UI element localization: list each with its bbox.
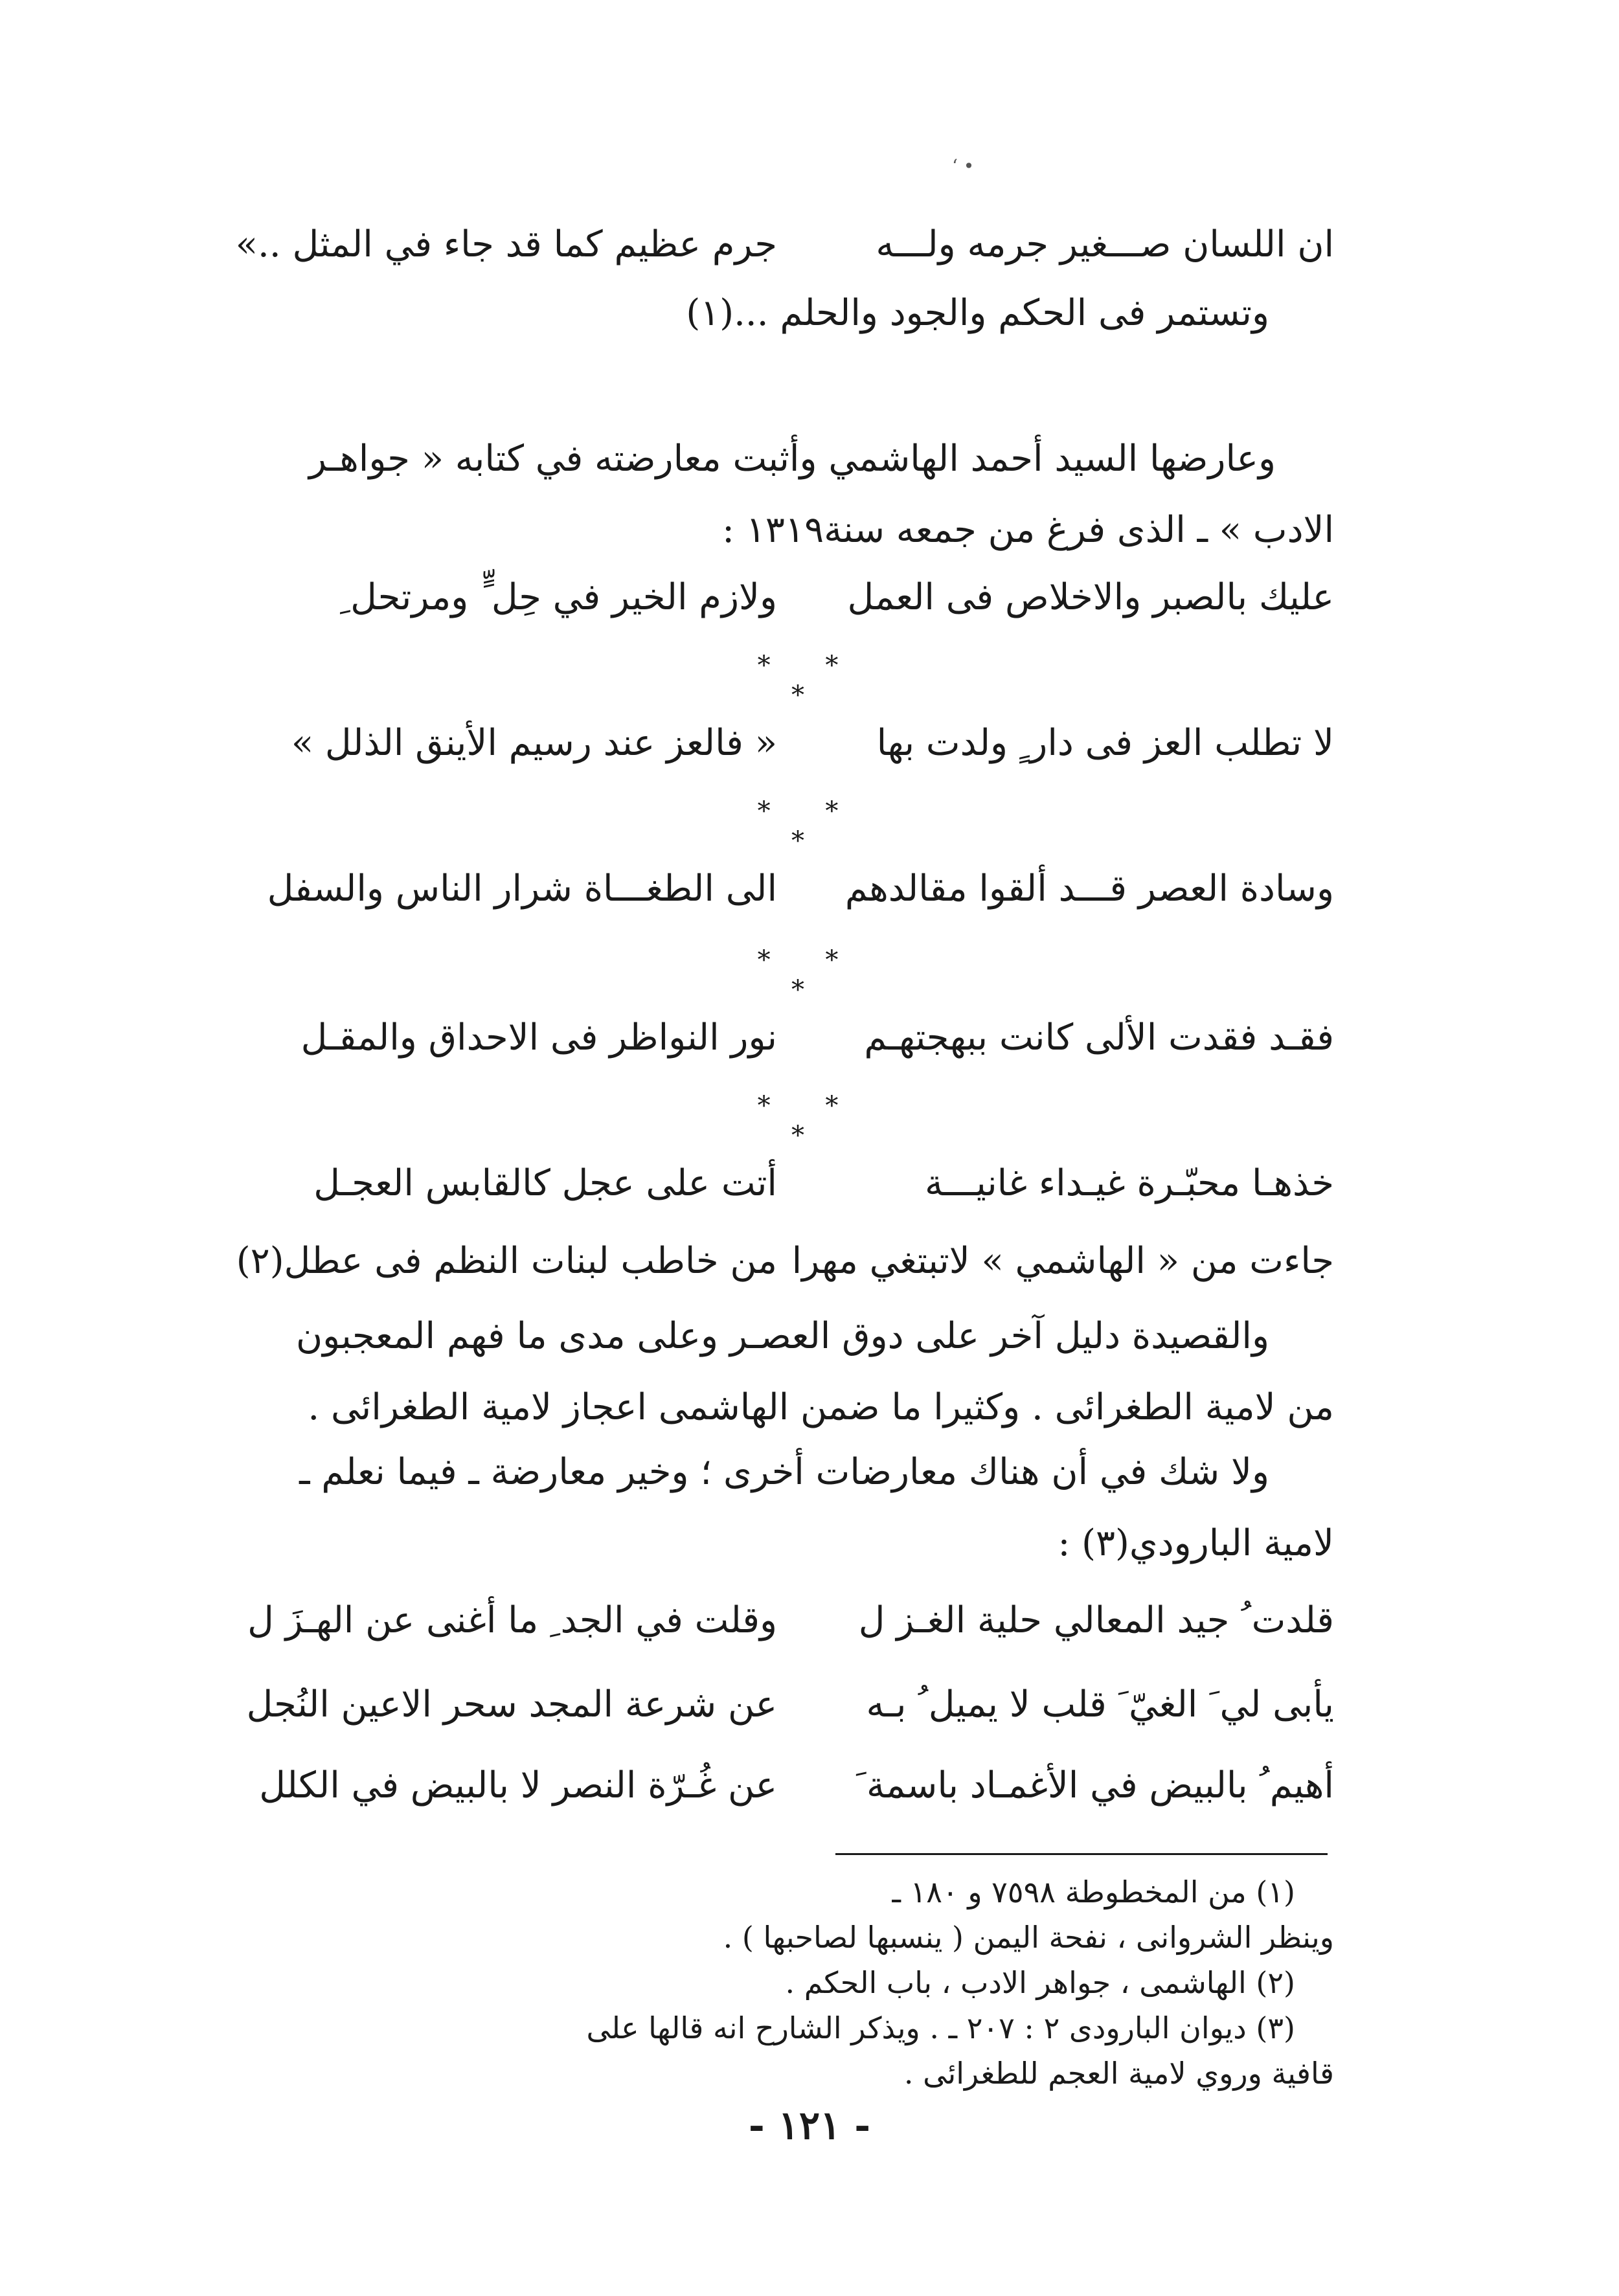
footnote-1: (١) من المخطوطة ٧٥٩٨ و ١٨٠ ـ: [892, 1874, 1295, 1909]
verse-1-left: ولازم الخير في حِل ٍّ ومرتحل ِ: [339, 576, 777, 618]
verse-5-left: أتت على عجل كالقابس العجـل: [313, 1162, 777, 1204]
verse-7-left: وقلت في الجد ِ ما أغنى عن الهـزَ ل: [247, 1599, 777, 1641]
footnote-2: (٢) الهاشمى ، جواهر الادب ، باب الحكم .: [785, 1965, 1295, 2000]
para1-line1: وعارضها السيد أحمد الهاشمي وأثبت معارضته في كتابه « جواهـر: [308, 438, 1276, 480]
star-divider-2: * * *: [757, 796, 862, 856]
verse-7-right: قلدت ُ جيد المعالي حلية الغـز ل: [858, 1599, 1334, 1641]
intro-continuation: وتستمر فى الحكم والجود والحلم ...(١): [686, 292, 1269, 334]
para1-line2: الادب » ـ الذى فرغ من جمعه سنة١٣١٩ :: [722, 509, 1334, 551]
verse-3-left: الى الطغـــاة شرار الناس والسفل: [267, 868, 777, 910]
intro-hemistich-left: جرم عظيم كما قد جاء في المثل ..»: [235, 223, 777, 265]
para2-line4: لامية البارودي(٣) :: [1058, 1522, 1334, 1564]
footnote-rule: [835, 1853, 1328, 1855]
verse-6-right: جاءت من « الهاشمي » لاتبتغي مهرا: [791, 1240, 1334, 1282]
verse-9-left: عن غُـرّة النصر لا بالبيض في الكلل: [259, 1764, 777, 1806]
para2-line2: من لامية الطغرائى . وكثيرا ما ضمن الهاشمى اعجاز لامية الطغرائى .: [308, 1386, 1334, 1428]
top-mark: • ‘: [952, 155, 975, 177]
page-number: - ١٢١ -: [748, 2103, 871, 2148]
verse-2-left: « فالعز عند رسيم الأينق الذلل »: [291, 722, 777, 764]
verse-2-right: لا تطلب العز فى دار ٍ ولدت بها: [876, 722, 1334, 764]
verse-8-right: يأبى لي َ الغيّ َ قلب لا يميل ُ بـه: [866, 1683, 1334, 1726]
star-divider-1: * * *: [757, 651, 862, 710]
verse-4-right: فقـد فقدت الألى كانت ببهجتهـم: [864, 1017, 1334, 1059]
footnote-3: (٣) ديوان البارودى ٢ : ٢٠٧ ـ . ويذكر الشارح انه قالها على: [586, 2010, 1295, 2045]
verse-9-right: أهيم ُ بالبيض في الأغمـاد باسمة َ: [855, 1764, 1334, 1806]
verse-8-left: عن شرعة المجد سحر الاعين النُجل: [246, 1683, 777, 1726]
para2-line3: ولا شك في أن هناك معارضات أخرى ؛ وخير معارضة ـ فيما نعلم ـ: [299, 1451, 1269, 1493]
intro-hemistich-right: ان اللسان صـــغير جرمه ولـــه: [876, 223, 1334, 265]
verse-5-right: خذهـا محبّـرة غيـداء غانيـــة: [924, 1162, 1334, 1204]
star-divider-4: * * *: [757, 1091, 862, 1151]
verse-4-left: نور النواظر فى الاحداق والمقـل: [300, 1017, 777, 1059]
para2-line1: والقصيدة دليل آخر على دوق العصـر وعلى مدى ما فهم المعجبون: [295, 1315, 1269, 1357]
verse-3-right: وسادة العصر قـــد ألقوا مقالدهم: [844, 868, 1334, 910]
verse-1-right: عليك بالصبر والاخلاص فى العمل: [847, 576, 1334, 618]
verse-6-left: من خاطب لبنات النظم فى عطل(٢): [236, 1240, 777, 1282]
footnote-3-cont: قافية وروي لامية العجم للطغرائى .: [903, 2056, 1334, 2091]
star-divider-3: * * *: [757, 945, 862, 1005]
footnote-1-cont: وينظر الشروانى ، نفحة اليمن ( ينسبها لصاحبها ) .: [723, 1920, 1334, 1955]
